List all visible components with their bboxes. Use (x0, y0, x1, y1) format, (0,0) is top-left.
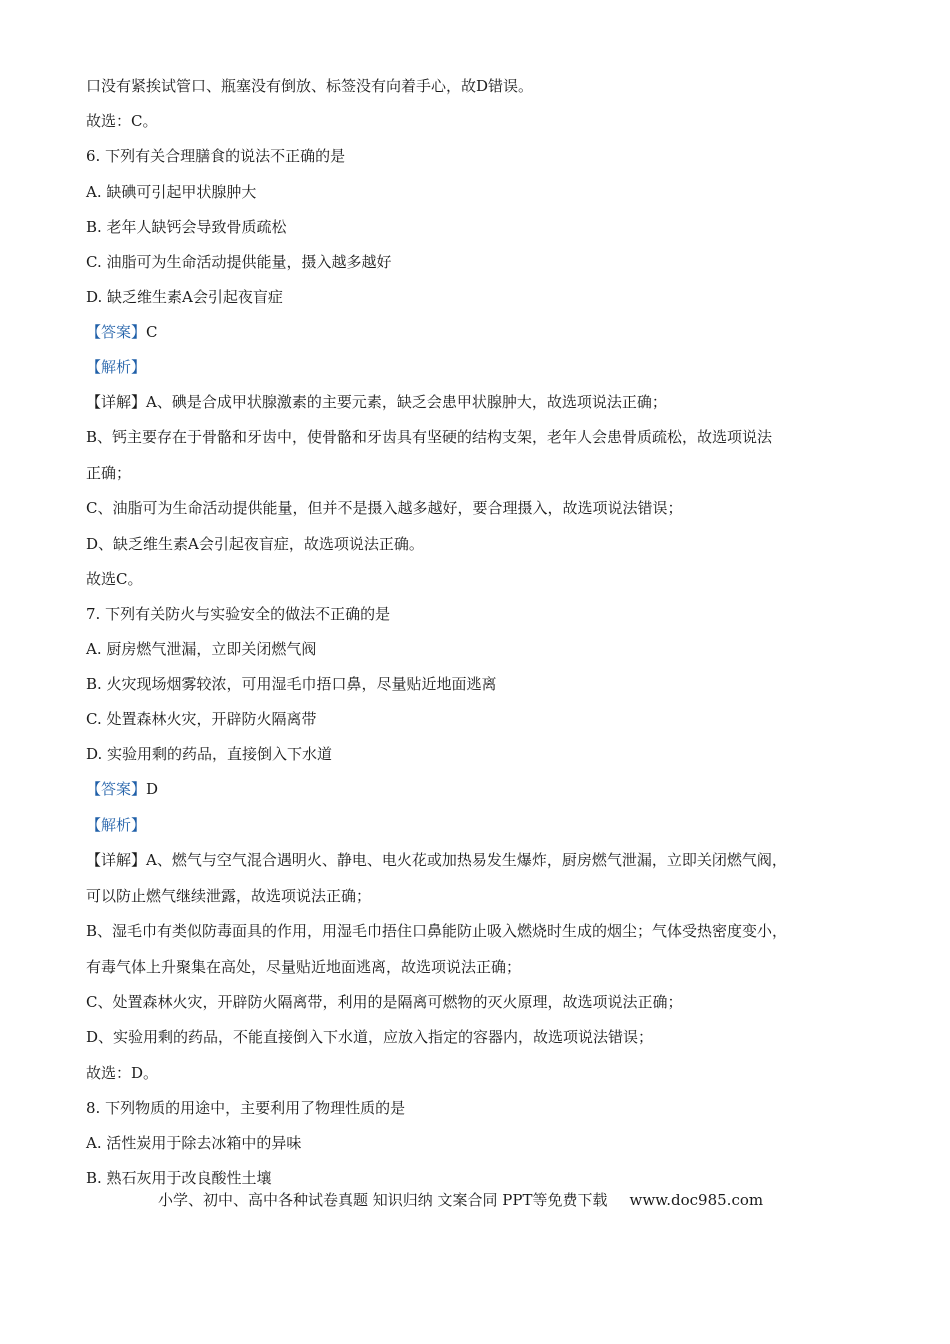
analysis-line (86, 816, 146, 834)
text-line: 正确； (86, 464, 132, 482)
detail-tag: 【详解】 (86, 393, 147, 411)
text-line: D、实验用剩的药品，不能直接倒入下水道，应放入指定的容器内，故选项说法错误； (86, 1028, 654, 1046)
footer-url: www.doc985.com (629, 1191, 764, 1209)
text-line: 故选：C。 (86, 112, 158, 130)
text-line: D、缺乏维生素A会引起夜盲症，故选项说法正确。 (86, 535, 424, 553)
option-b: B. 火灾现场烟雾较浓，可用湿毛巾捂口鼻，尽量贴近地面逃离 (86, 675, 497, 693)
answer-line (86, 780, 158, 798)
option-d: D. 缺乏维生素A会引起夜盲症 (86, 288, 283, 306)
option-d: D. 实验用剩的药品，直接倒入下水道 (86, 745, 333, 763)
option-b: B. 熟石灰用于改良酸性土壤 (86, 1169, 272, 1187)
option-a: A. 缺碘可引起甲状腺肿大 (86, 183, 257, 201)
detail-line (86, 393, 667, 411)
detail-line (86, 851, 787, 869)
option-a: A. 活性炭用于除去冰箱中的异味 (86, 1134, 302, 1152)
footer-text: 小学、初中、高中各种试卷真题 知识归纳 文案合同 PPT等免费下载 (158, 1191, 608, 1209)
answer-line (86, 323, 158, 341)
text-line: 故选：D。 (86, 1064, 159, 1082)
analysis-line (86, 358, 146, 376)
detail-tag: 【详解】 (86, 851, 147, 869)
answer-tag: 【答案】 (86, 323, 147, 341)
option-a: A. 厨房燃气泄漏，立即关闭燃气阀 (86, 640, 317, 658)
text-line: 口没有紧挨试管口、瓶塞没有倒放、标签没有向着手心，故D错误。 (86, 77, 534, 95)
question-7-stem: 7. 下列有关防火与实验安全的做法不正确的是 (86, 605, 391, 623)
option-c: C. 处置森林火灾，开辟防火隔离带 (86, 710, 317, 728)
question-8-stem: 8. 下列物质的用途中，主要利用了物理性质的是 (86, 1099, 406, 1117)
answer-value: C (146, 323, 158, 341)
detail-text: A、燃气与空气混合遇明火、静电、电火花或加热易发生爆炸，厨房燃气泄漏，立即关闭燃气阀， (146, 851, 787, 869)
answer-tag: 【答案】 (86, 780, 147, 798)
text-line: B、钙主要存在于骨骼和牙齿中，使骨骼和牙齿具有坚硬的结构支架，老年人会患骨质疏松，故选项说法 (86, 428, 773, 446)
page-footer (158, 1191, 763, 1209)
text-line: 可以防止燃气继续泄露，故选项说法正确； (86, 887, 372, 905)
analysis-tag: 【解析】 (86, 358, 147, 376)
option-b: B. 老年人缺钙会导致骨质疏松 (86, 218, 287, 236)
text-line: C、处置森林火灾，开辟防火隔离带，利用的是隔离可燃物的灭火原理，故选项说法正确； (86, 993, 683, 1011)
text-line: 有毒气体上升聚集在高处，尽量贴近地面逃离，故选项说法正确； (86, 958, 522, 976)
option-c: C. 油脂可为生命活动提供能量，摄入越多越好 (86, 253, 392, 271)
text-line: B、湿毛巾有类似防毒面具的作用，用湿毛巾捂住口鼻能防止吸入燃烧时生成的烟尘；气体受热密度变小， (86, 922, 788, 940)
detail-text: A、碘是合成甲状腺激素的主要元素，缺乏会患甲状腺肿大，故选项说法正确； (146, 393, 667, 411)
question-6-stem: 6. 下列有关合理膳食的说法不正确的是 (86, 147, 346, 165)
text-line: C、油脂可为生命活动提供能量，但并不是摄入越多越好，要合理摄入，故选项说法错误； (86, 499, 683, 517)
text-line: 故选C。 (86, 570, 143, 588)
answer-value: D (146, 780, 159, 798)
analysis-tag: 【解析】 (86, 816, 147, 834)
